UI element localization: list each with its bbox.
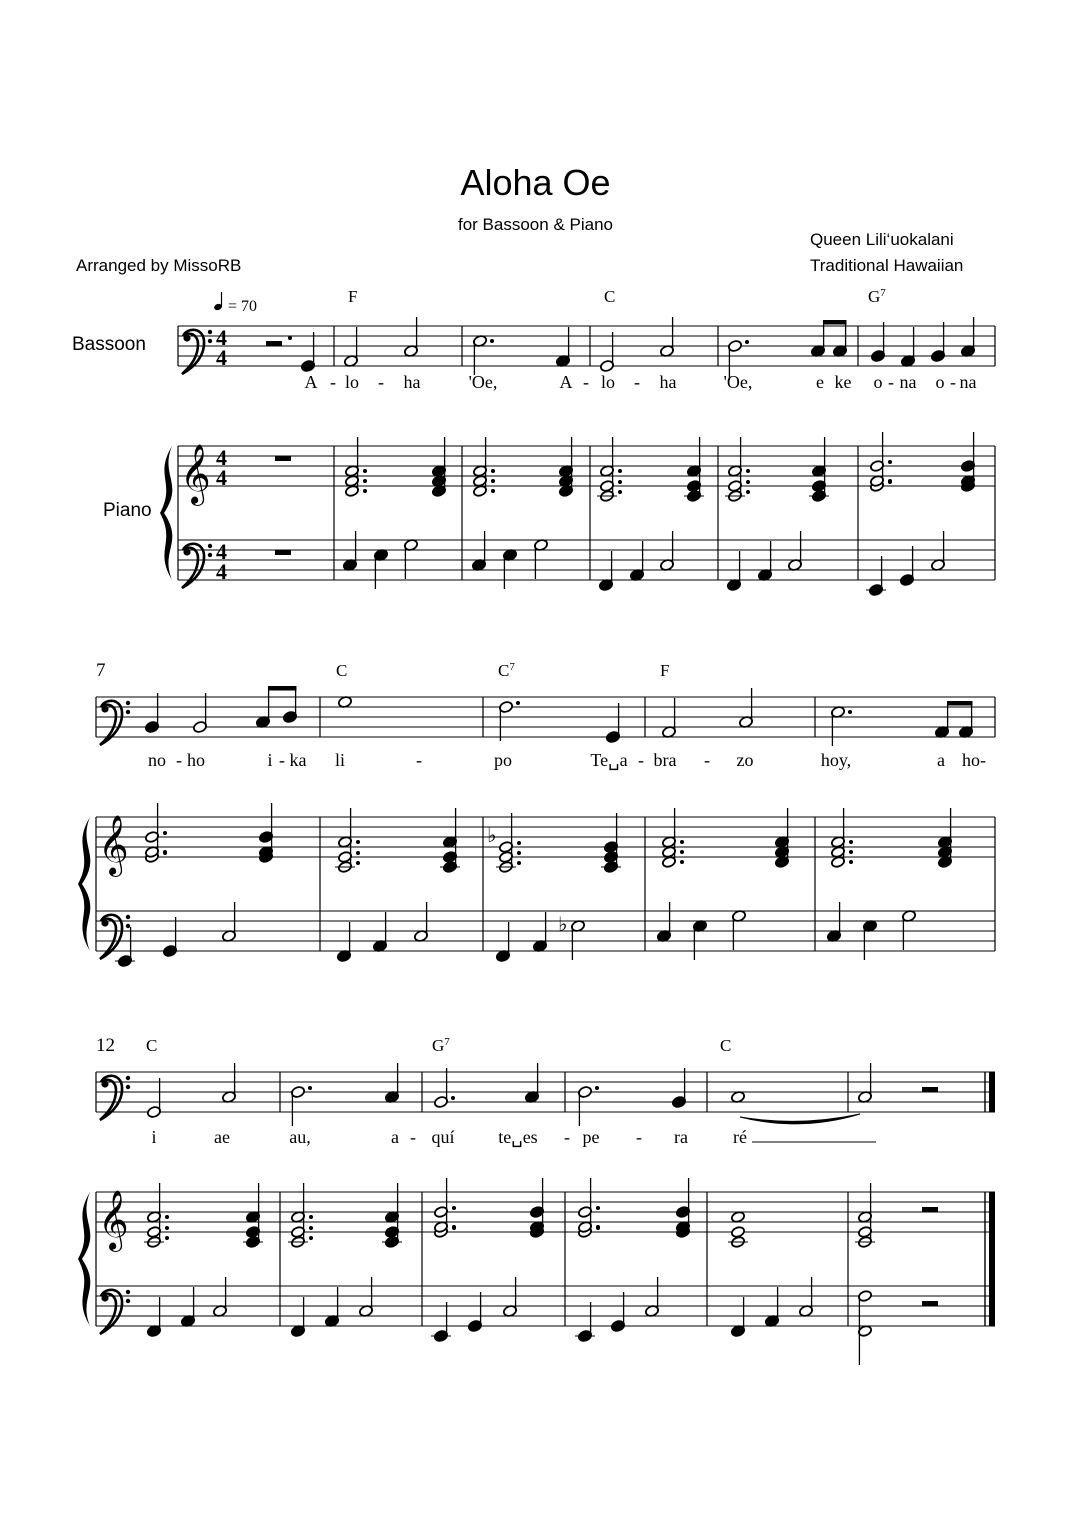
- note: [145, 693, 160, 733]
- lyric-syllable: -: [888, 372, 894, 392]
- note: [931, 322, 946, 362]
- dot: [680, 840, 684, 844]
- lyric-syllable: hoy,: [820, 750, 852, 770]
- note: [727, 551, 742, 591]
- lyric-syllable: -: [330, 372, 336, 392]
- chord: [809, 437, 829, 502]
- bass-clef-icon: [208, 553, 212, 557]
- dot: [163, 831, 167, 835]
- dot: [363, 469, 367, 473]
- note: [343, 531, 358, 571]
- chord: [961, 432, 976, 492]
- lyric-syllable: quí: [431, 1127, 455, 1147]
- note: [863, 920, 878, 960]
- lyric-syllable: no: [148, 750, 166, 770]
- time-signature-beats: 4: [216, 445, 227, 470]
- lyric-syllable: ho: [187, 750, 205, 770]
- lyric-syllable: au,: [289, 1127, 311, 1147]
- lyric-syllable: ka: [289, 750, 307, 770]
- lyric-syllable: -: [583, 372, 589, 392]
- final-barline: [989, 1192, 995, 1232]
- chord: [259, 803, 274, 863]
- dot: [288, 336, 292, 340]
- dot: [356, 861, 360, 865]
- bass-clef-icon: [126, 701, 130, 705]
- note: [657, 902, 672, 942]
- chord-symbol: C: [604, 287, 616, 306]
- flat-icon: ♭: [487, 823, 497, 847]
- dot: [849, 860, 853, 864]
- chord: [597, 437, 622, 502]
- bass-clef-icon: [126, 1299, 130, 1303]
- bass-clef-icon: [208, 330, 212, 334]
- chord: [243, 1183, 263, 1248]
- note: [660, 317, 675, 357]
- chord-symbol: $G^7$: [432, 1036, 450, 1055]
- brace-icon: [78, 817, 90, 951]
- note: [831, 706, 852, 746]
- note: [385, 1063, 400, 1103]
- half-rest-icon: [922, 1207, 938, 1212]
- chord-symbol: F: [348, 287, 358, 306]
- chord: [335, 808, 360, 873]
- note: [660, 531, 675, 571]
- beam: [823, 320, 847, 325]
- note: [359, 1277, 374, 1317]
- note: [503, 549, 518, 589]
- lyric-syllable: ho-: [962, 750, 986, 770]
- dot: [596, 1225, 600, 1229]
- bass-clef-icon: [126, 924, 130, 928]
- bass-clef-icon: [101, 1294, 108, 1301]
- note: [222, 902, 237, 942]
- note: [731, 1297, 746, 1337]
- chord-symbol: C: [146, 1036, 158, 1055]
- whole-rest-icon: [275, 550, 291, 555]
- dot: [888, 479, 892, 483]
- note: [472, 531, 487, 571]
- chord: [858, 1290, 873, 1365]
- chord-symbol: C: [336, 661, 348, 680]
- note: [337, 922, 352, 962]
- notehead: [731, 1226, 746, 1239]
- dot: [356, 840, 360, 844]
- lyric-syllable: A: [559, 372, 573, 392]
- chord: [855, 1183, 875, 1248]
- note: [503, 1277, 518, 1317]
- note: [414, 902, 429, 942]
- chord-symbol: $G^7$: [868, 287, 886, 306]
- dot: [516, 701, 520, 705]
- note: [193, 693, 208, 733]
- dot: [491, 489, 495, 493]
- dot: [595, 1086, 599, 1090]
- note: [662, 698, 677, 738]
- dot: [517, 841, 521, 845]
- note: [765, 1287, 780, 1327]
- lyric-syllable: -: [279, 750, 285, 770]
- lyric-syllable: ke: [834, 372, 852, 392]
- flat-icon: ♭: [558, 912, 568, 936]
- time-signature-beats: 4: [216, 539, 227, 564]
- brace-icon: [78, 1192, 90, 1326]
- bass-clef-icon: [101, 705, 108, 712]
- note: [931, 531, 946, 571]
- dot: [163, 850, 167, 854]
- dot: [618, 490, 622, 494]
- note: [799, 1277, 814, 1317]
- bass-clef-icon: [101, 1080, 108, 1087]
- bass-clef-icon: [208, 339, 212, 343]
- note: [533, 912, 548, 952]
- lyric-syllable: 'Oe,: [723, 372, 753, 392]
- lyric-syllable: e: [816, 372, 824, 392]
- dot: [848, 710, 852, 714]
- score-subtitle: for Bassoon & Piano: [458, 215, 613, 234]
- time-signature-unit: 4: [216, 559, 227, 584]
- note: [291, 1297, 306, 1337]
- note: [534, 539, 549, 579]
- note: [301, 332, 316, 372]
- chord: [382, 1183, 402, 1248]
- note: [147, 1078, 162, 1118]
- beam: [268, 686, 297, 691]
- dot: [746, 469, 750, 473]
- instrument-label-bassoon: Bassoon: [72, 334, 146, 355]
- note: [213, 1277, 228, 1317]
- beam: [947, 701, 973, 706]
- dot: [745, 340, 749, 344]
- lyric-syllable: lo: [600, 372, 616, 392]
- dot: [165, 1215, 169, 1219]
- note: [827, 902, 842, 942]
- time-signature-unit: 4: [216, 465, 227, 490]
- chord: [440, 808, 460, 873]
- note: [606, 703, 621, 743]
- dot: [363, 489, 367, 493]
- chord: [676, 1178, 691, 1238]
- chord: [728, 1211, 748, 1249]
- lyric-syllable: ha: [403, 372, 421, 392]
- lyric-syllable: -: [176, 750, 182, 770]
- bass-clef-icon: [208, 544, 212, 548]
- dot: [491, 469, 495, 473]
- lyric-syllable: i: [151, 1127, 157, 1147]
- bass-clef-icon: [101, 919, 108, 926]
- chord-symbol: $C^7$: [498, 661, 515, 680]
- note: [732, 910, 747, 950]
- treble-clef-icon: 𝄞: [180, 444, 211, 504]
- note: [758, 541, 773, 581]
- lyric-syllable: ra: [674, 1127, 688, 1147]
- lyric-syllable: na: [899, 372, 917, 392]
- chord: [434, 1178, 456, 1238]
- bass-clef-icon: [126, 1290, 130, 1294]
- dot: [309, 1226, 313, 1230]
- note: [496, 922, 511, 962]
- lyric-syllable: a: [937, 750, 945, 770]
- note: [693, 920, 708, 960]
- treble-clef-icon: 𝄞: [98, 1190, 129, 1250]
- note: [611, 1292, 626, 1332]
- chord-extension: 7: [444, 1036, 450, 1048]
- lyric-syllable: te␣es: [498, 1127, 538, 1147]
- note: [672, 1068, 687, 1108]
- note: [788, 531, 803, 571]
- dot: [451, 1096, 455, 1100]
- chord: [601, 813, 621, 873]
- lyric-syllable: pe: [582, 1127, 600, 1147]
- tempo-marking: = 70: [228, 298, 258, 315]
- dot: [308, 1086, 312, 1090]
- chord: [870, 432, 892, 492]
- note: [373, 912, 388, 952]
- note: [181, 1287, 196, 1327]
- note: [344, 327, 359, 367]
- dot: [596, 1206, 600, 1210]
- note: [739, 688, 754, 728]
- bass-clef-icon: [126, 710, 130, 714]
- lyric-syllable: ha: [659, 372, 677, 392]
- composer-origin: Traditional Hawaiian: [810, 256, 964, 275]
- lyric-syllable: -: [416, 750, 422, 770]
- note: [525, 1063, 540, 1103]
- dot: [490, 339, 494, 343]
- chord: [684, 437, 704, 502]
- tie: [740, 1114, 860, 1124]
- chord: [496, 813, 521, 873]
- dot: [363, 479, 367, 483]
- lyric-syllable: -: [636, 1127, 642, 1147]
- dot: [680, 860, 684, 864]
- dot: [452, 1225, 456, 1229]
- chord: [725, 437, 750, 502]
- lyric-syllable: i: [267, 750, 273, 770]
- final-barline: [989, 1232, 995, 1286]
- dot: [517, 851, 521, 855]
- lyric-syllable: -: [638, 750, 644, 770]
- dot: [888, 460, 892, 464]
- note: [147, 1297, 162, 1337]
- lyric-syllable: zo: [736, 750, 754, 770]
- lyric-syllable: po: [494, 750, 512, 770]
- note: [473, 335, 494, 375]
- dot: [849, 840, 853, 844]
- lyric-syllable: -: [704, 750, 710, 770]
- bass-clef-icon: [126, 1076, 130, 1080]
- chord: [144, 1183, 169, 1248]
- time-signature-unit: 4: [216, 345, 227, 370]
- chord: [145, 803, 167, 863]
- chord: [530, 1178, 545, 1238]
- dot: [618, 469, 622, 473]
- lyric-syllable: ae: [214, 1127, 230, 1147]
- note: [404, 539, 419, 579]
- note: [871, 322, 886, 362]
- measure-number: 12: [96, 1035, 115, 1056]
- half-rest-icon: [922, 1087, 938, 1092]
- bass-clef-icon: [126, 1085, 130, 1089]
- note: [374, 549, 389, 589]
- dot: [746, 480, 750, 484]
- note: [961, 317, 976, 357]
- measure-number: 7: [96, 660, 106, 681]
- final-barline: [989, 1286, 995, 1326]
- notehead: [731, 1211, 746, 1224]
- note: [645, 1277, 660, 1317]
- bass-clef-icon: [183, 334, 190, 341]
- note: [901, 327, 916, 367]
- dot: [356, 851, 360, 855]
- note: [575, 1302, 595, 1342]
- dot: [680, 850, 684, 854]
- bass-clef-icon: [183, 548, 190, 555]
- chord: [288, 1183, 313, 1248]
- chord-extension: 7: [509, 661, 515, 673]
- arranger-credit: Arranged by MissoRB: [76, 256, 242, 275]
- lyric-syllable: o: [873, 372, 883, 392]
- lyric-syllable: o: [935, 372, 945, 392]
- lyric-syllable: -: [950, 372, 956, 392]
- time-signature-beats: 4: [216, 325, 227, 350]
- dot: [491, 479, 495, 483]
- note: [630, 541, 645, 581]
- note: [468, 1292, 483, 1332]
- dot: [452, 1206, 456, 1210]
- dot: [309, 1215, 313, 1219]
- lyric-syllable: ré: [733, 1127, 747, 1147]
- dot: [165, 1236, 169, 1240]
- lyric-syllable: na: [959, 372, 977, 392]
- note: [404, 317, 419, 357]
- lyric-syllable: Te␣a: [590, 750, 628, 770]
- note: [900, 546, 915, 586]
- instrument-label-piano: Piano: [103, 500, 152, 521]
- lyric-syllable: li: [334, 750, 346, 770]
- final-barline: [989, 1072, 995, 1112]
- composer-name: Queen Lili‘uokalani: [810, 230, 954, 249]
- note: [866, 556, 886, 596]
- lyric-syllable: -: [634, 372, 640, 392]
- note: [115, 927, 135, 967]
- lyric-syllable: -: [378, 372, 384, 392]
- note: [325, 1287, 340, 1327]
- chord-symbol: C: [720, 1036, 732, 1055]
- dot: [849, 850, 853, 854]
- note: [556, 327, 571, 367]
- note: [858, 1063, 873, 1103]
- note: [902, 910, 917, 950]
- lyric-syllable: -: [410, 1127, 416, 1147]
- half-rest-icon: [922, 1301, 938, 1306]
- note: [431, 1302, 451, 1342]
- dot: [165, 1226, 169, 1230]
- note: [163, 917, 178, 957]
- score-title: Aloha Oe: [460, 162, 611, 203]
- bass-clef-icon: [126, 915, 130, 919]
- dot: [517, 861, 521, 865]
- chord-symbol: F: [660, 661, 670, 680]
- whole-rest-icon: [275, 456, 291, 461]
- chord-extension: 7: [880, 287, 886, 299]
- dot: [746, 490, 750, 494]
- treble-clef-icon: 𝄞: [98, 815, 129, 875]
- chord: [578, 1178, 600, 1238]
- lyric-syllable: 'Oe,: [468, 372, 498, 392]
- half-rest-icon: [266, 341, 282, 346]
- lyric-syllable: bra: [653, 750, 677, 770]
- dot: [309, 1236, 313, 1240]
- brace-icon: [160, 446, 172, 580]
- dot: [618, 480, 622, 484]
- lyric-syllable: a: [391, 1127, 399, 1147]
- note: [571, 920, 586, 960]
- note: [599, 551, 614, 591]
- lyric-syllable: lo: [344, 372, 360, 392]
- lyric-syllable: -: [564, 1127, 570, 1147]
- note: [600, 332, 615, 372]
- lyric-syllable: A: [304, 372, 318, 392]
- note: [222, 1063, 237, 1103]
